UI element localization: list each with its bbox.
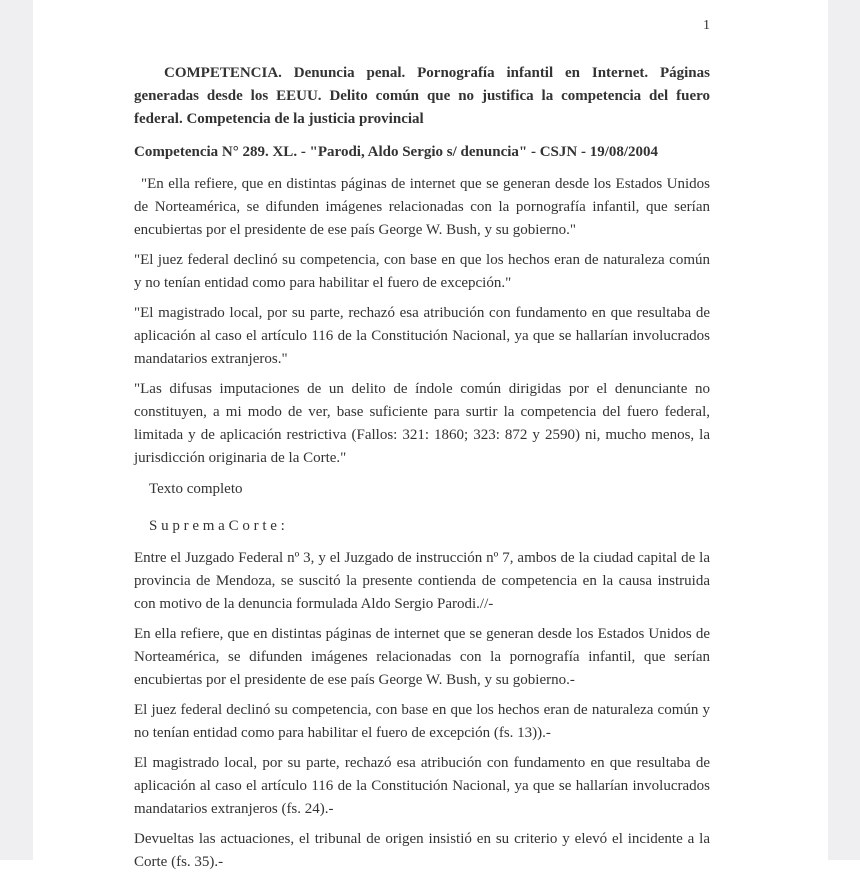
body-paragraph: Entre el Juzgado Federal nº 3, y el Juzgado de instrucción nº 7, ambos de la ciudad capital de la provincia de Mendoza, se suscitó la presente contienda de competencia en la causa instruida con motivo de la denuncia formulada Aldo Sergio Parodi.//-	[134, 550, 710, 612]
body-paragraph: El juez federal declinó su competencia, con base en que los hechos eran de naturaleza común y no tenían entidad como para habilitar el fuero de excepción (fs. 13)).-	[134, 702, 710, 741]
body-paragraph: Devueltas las actuaciones, el tribunal de origen insistió en su criterio y elevó el incidente a la Corte (fs. 35).-	[134, 831, 710, 870]
page-number: 1	[703, 18, 710, 33]
syllabus-paragraph: "El magistrado local, por su parte, rechazó esa atribución con fundamento en que resultaba de aplicación al caso el artículo 116 de la Constitución Nacional, ya que se hallarían involucrados mandatarios extranjeros."	[134, 305, 710, 367]
document-page	[134, 0, 710, 881]
body-paragraph: En ella refiere, que en distintas páginas de internet que se generan desde los Estados Unidos de Norteamérica, se difunden imágenes relacionadas con la pornografía infantil, que serían encubiertas por el presidente de ese país George W. Bush, y su gobierno.-	[134, 626, 710, 688]
right-page-gutter	[828, 0, 860, 860]
body-paragraph: El magistrado local, por su parte, rechazó esa atribución con fundamento en que resultaba de aplicación al caso el artículo 116 de la Constitución Nacional, ya que se hallarían involucrados mandatarios extranjeros (fs. 24).-	[134, 755, 710, 817]
headnote-summary: COMPETENCIA. Denuncia penal. Pornografía infantil en Internet. Páginas generadas desde los EEUU. Delito común que no justifica la competencia del fuero federal. Competencia de la justicia provincial	[134, 65, 710, 127]
court-salutation: S u p r e m a C o r t e :	[149, 518, 285, 534]
syllabus-paragraph: "Las difusas imputaciones de un delito de índole común dirigidas por el denunciante no constituyen, a mi modo de ver, base suficiente para surtir la competencia del fuero federal, limitada y de aplicación restrictiva (Fallos: 321: 1860; 323: 872 y 2590) ni, mucho menos, la jurisdicción originaria de la Corte."	[134, 381, 710, 466]
syllabus-paragraph: "El juez federal declinó su competencia, con base en que los hechos eran de naturaleza común y no tenían entidad como para habilitar el fuero de excepción."	[134, 252, 710, 291]
full-text-label: Texto completo	[149, 481, 243, 497]
case-reference: Competencia N° 289. XL. - "Parodi, Aldo Sergio s/ denuncia" - CSJN - 19/08/2004	[134, 144, 659, 160]
left-page-gutter	[0, 0, 33, 860]
syllabus-paragraph: "En ella refiere, que en distintas páginas de internet que se generan desde los Estados Unidos de Norteamérica, se difunden imágenes relacionadas con la pornografía infantil, que serían encubiertas por el presidente de ese país George W. Bush, y su gobierno."	[134, 176, 710, 238]
